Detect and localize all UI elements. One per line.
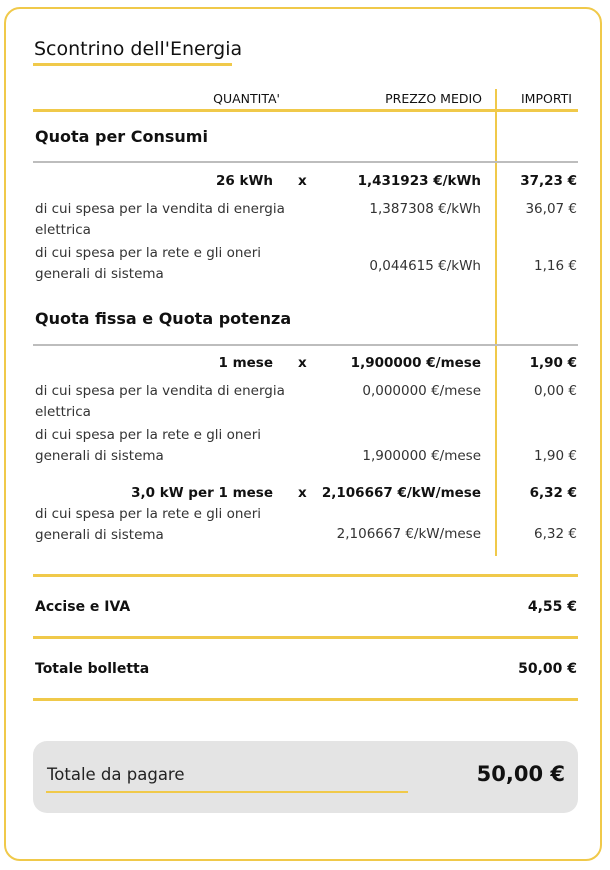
section-title-consumption: Quota per Consumi xyxy=(35,127,208,146)
multiply-sign: x xyxy=(298,173,307,189)
receipt-title: Scontrino dell'Energia xyxy=(34,38,243,60)
fixed-sub-price: 0,000000 €/mese xyxy=(362,383,481,399)
multiply-sign: x xyxy=(298,355,307,371)
total-bill-label: Totale bolletta xyxy=(35,661,150,677)
fixed-sub-desc: di cui spesa per la vendita di energia elettrica xyxy=(35,383,285,420)
total-to-pay-amount: 50,00 € xyxy=(476,762,565,786)
consumption-sub-amount: 36,07 € xyxy=(525,201,577,217)
fixed-sub-amount: 0,00 € xyxy=(534,383,577,399)
fixed-price: 1,900000 €/mese xyxy=(350,355,481,371)
consumption-sub-price: 0,044615 €/kWh xyxy=(369,258,481,274)
title-underline xyxy=(33,63,232,66)
section-divider xyxy=(33,344,578,346)
column-divider xyxy=(495,89,497,556)
header-avg-price: PREZZO MEDIO xyxy=(385,91,482,106)
total-to-pay-underline xyxy=(46,791,408,793)
header-amounts: IMPORTI xyxy=(521,91,572,106)
fixed-amount: 1,90 € xyxy=(529,355,577,371)
consumption-sub-desc: di cui spesa per la rete e gli oneri generali di sistema xyxy=(35,245,261,282)
taxes-label: Accise e IVA xyxy=(35,599,131,615)
fixed-sub-price: 1,900000 €/mese xyxy=(362,448,481,464)
header-quantity: QUANTITA' xyxy=(213,91,280,106)
consumption-sub-amount: 1,16 € xyxy=(534,258,577,274)
fixed-quantity: 1 mese xyxy=(218,355,273,371)
section-divider xyxy=(33,161,578,163)
totals-divider xyxy=(33,574,578,577)
power-sub-price: 2,106667 €/kW/mese xyxy=(336,526,481,542)
power-price: 2,106667 €/kW/mese xyxy=(321,485,481,501)
consumption-price: 1,431923 €/kWh xyxy=(357,173,481,189)
total-bill-amount: 50,00 € xyxy=(518,661,577,677)
consumption-amount: 37,23 € xyxy=(520,173,577,189)
total-to-pay-label: Totale da pagare xyxy=(47,765,185,784)
section-title-fixed: Quota fissa e Quota potenza xyxy=(35,309,292,328)
taxes-amount: 4,55 € xyxy=(527,599,577,615)
fixed-sub-desc: di cui spesa per la rete e gli oneri generali di sistema xyxy=(35,427,261,464)
consumption-quantity: 26 kWh xyxy=(216,173,273,189)
power-sub-desc: di cui spesa per la rete e gli oneri generali di sistema xyxy=(35,506,261,543)
fixed-sub-amount: 1,90 € xyxy=(534,448,577,464)
multiply-sign: x xyxy=(298,485,307,501)
totals-divider xyxy=(33,698,578,701)
power-amount: 6,32 € xyxy=(529,485,577,501)
power-sub-amount: 6,32 € xyxy=(534,526,577,542)
power-quantity: 3,0 kW per 1 mese xyxy=(131,485,273,501)
totals-divider xyxy=(33,636,578,639)
consumption-sub-desc: di cui spesa per la vendita di energia elettrica xyxy=(35,201,285,238)
consumption-sub-price: 1,387308 €/kWh xyxy=(369,201,481,217)
